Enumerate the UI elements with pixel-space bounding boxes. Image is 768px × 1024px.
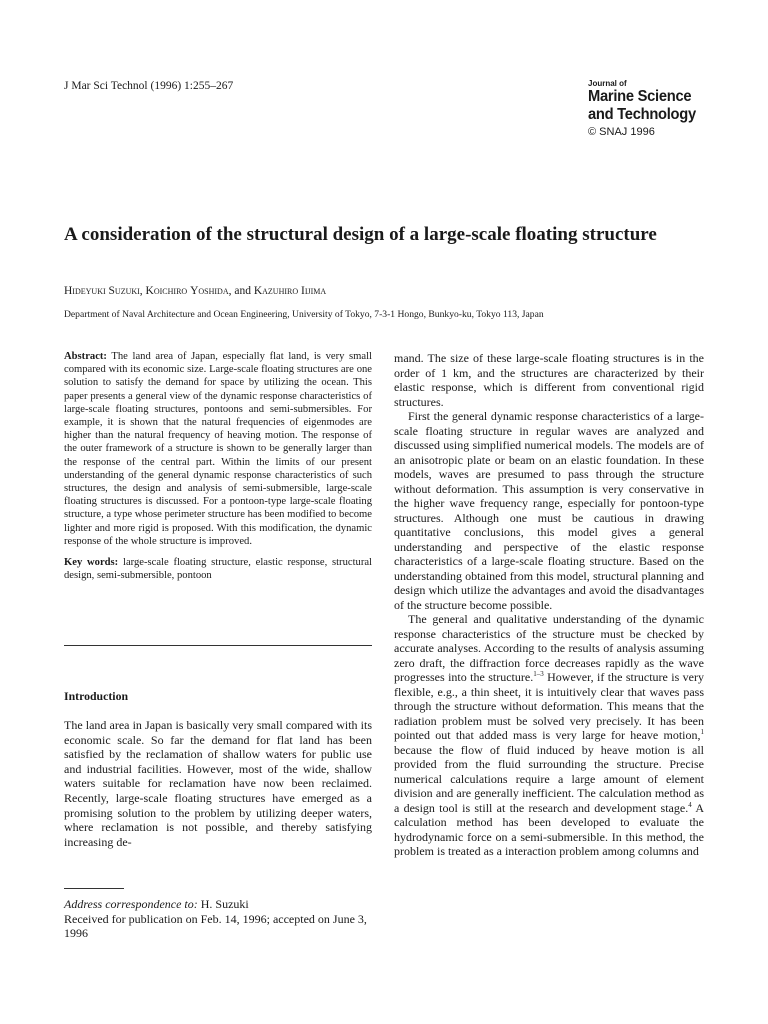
citation-ref: 4 [688, 800, 692, 809]
body-text: A calculation method has been developed to evaluate the hydrodynamic force on a semi-submersible. In this method, the problem is treated as a interaction problem among columns and [394, 800, 704, 858]
author-family-name: Iijima [301, 285, 327, 297]
body-paragraph: First the general dynamic response characteristics of a large-scale floating structure in regular waves are analyzed and discussed using simplified numerical models. The models are of an anisotropic plate or beam on an elastic foundation. In these models, waves are presumed to pass through the structure without deformation. This assumption is very conservative in the higher wave frequency range, especially for pontoon-type structures. Although one must be cautious in drawing quantitative conclusions, this model gives a general understanding and perspective of the elastic response characteristics of a large-scale floating structure. Based on the understanding obtained from this model, structural planning and design which utilize the advantages and avoid the disadvantages of the structure become possible. [394, 409, 704, 612]
body-paragraph [394, 612, 704, 859]
introduction-paragraph: The land area in Japan is basically very small compared with its economic scale. So far the demand for flat land has been satisfied by the reclamation of shallow waters for public use and industrial facilities. However, most of the wide, shallow waters suitable for reclamation have now been reclaimed. Recently, large-scale floating structures have emerged as a promising solution to the problem by utilizing deeper waters, where reclamation is not possible, and thereby satisfying increasing de- [64, 718, 372, 849]
author-separator: , and [228, 285, 254, 297]
correspondence-line [64, 897, 372, 912]
left-column [64, 350, 372, 582]
article-title: A consideration of the structural design of a large-scale floating structure [64, 224, 657, 245]
author-family-name: Suzuki [108, 285, 140, 297]
journal-citation: J Mar Sci Technol (1996) 1:255–267 [64, 80, 234, 92]
journal-logo-small: Journal of [588, 79, 627, 88]
abstract-divider [64, 645, 372, 646]
author-given-name: Koichiro [145, 285, 188, 297]
author-given-name: Hideyuki [64, 285, 106, 297]
correspondence-label: Address correspondence to: [64, 897, 198, 911]
author-affiliation: Department of Naval Architecture and Ocean Engineering, University of Tokyo, 7-3-1 Hongo, Bunkyo-ku, Tokyo 113, Japan [64, 309, 544, 320]
journal-logo [588, 79, 705, 140]
citation-ref: 1 [700, 728, 704, 736]
body-text: because the flow of fluid induced by heave motion is all provided from the fluid surrounding the structure. Precise numerical calculations require a large amount of element division and are generally inefficient. The calculation method as a design tool is still at the research and development stage. [394, 742, 704, 815]
journal-logo-line2: and Technology [588, 106, 696, 123]
abstract-label: Abstract: [64, 351, 107, 362]
received-date: Received for publication on Feb. 14, 1996; accepted on June 3, 1996 [64, 911, 367, 941]
correspondence-name: H. Suzuki [197, 897, 249, 911]
author-given-name: Kazuhiro [253, 285, 299, 297]
keywords-text: large-scale floating structure, elastic response, structural design, semi-submersible, pontoon [64, 557, 372, 582]
footnote-divider [64, 888, 124, 889]
body-paragraph: mand. The size of these large-scale floating structures is in the order of 1 km, and the structures are characterized by their elastic response, which is different from conventional rigid structures. [394, 351, 704, 409]
body-text: The general and qualitative understanding of the dynamic response characteristics of the structure must be checked by accurate analyses. According to the results of analysis assuming zero draft, the diffraction force decreases rapidly as the wave progresses into the structure. [394, 612, 704, 684]
right-column [394, 351, 704, 859]
body-text: However, if the structure is very flexible, e.g., a thin sheet, it is intuitively clear that waves pass through the structure without deformation. This means that the radiation problem must be solved very precisely. It has been pointed out that added mass is very large for heave motion, [394, 670, 704, 742]
author-list [64, 285, 326, 297]
section-heading-introduction: Introduction [64, 689, 129, 703]
copyright-notice: © SNAJ 1996 [588, 126, 655, 138]
journal-logo-line1: Marine Science [588, 88, 692, 105]
keywords [64, 556, 372, 582]
footnote [64, 897, 372, 941]
author-separator: , [139, 285, 146, 297]
citation-ref: 1–3 [533, 670, 544, 678]
author-family-name: Yoshida [190, 285, 229, 297]
abstract [64, 350, 372, 548]
abstract-text: The land area of Japan, especially flat land, is very small compared with its economic size. Large-scale floating structures are one solution to satisfy the demand for space by utilizing the ocean. This paper presents a general view of the dynamic response characteristics of large-scale floating structures, pontoons and semi-submersibles. For example, it is shown that the natural frequencies of eigenmodes are higher than the natural frequency of heaving motion. The response of the outer framework of a structure is shown to be generally larger than the response of the central part. Within the limits of our present understanding of the general dynamic response characteristics of such structures, the design and analysis of semi-submersible, large-scale floating structures is discussed. For a pontoon-type large-scale floating structure, a type whose perimeter structure has been modified to become lighter and more rigid is proposed. With this modification, the dynamic response of the whole structure is improved. [64, 351, 372, 547]
keywords-label: Key words: [64, 557, 119, 569]
